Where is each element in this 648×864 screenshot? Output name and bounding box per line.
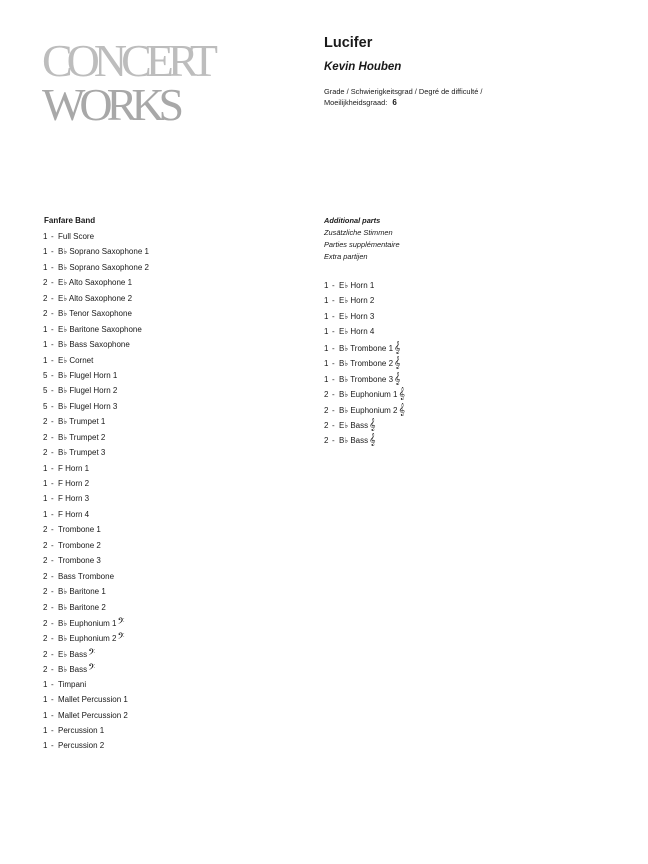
part-quantity: 1: [43, 695, 48, 705]
part-quantity: 1: [324, 343, 329, 353]
separator-dash: -: [51, 494, 54, 504]
part-name: B♭ Flugel Horn 2: [58, 386, 118, 396]
part-name: B♭ Soprano Saxophone 1: [58, 247, 149, 257]
separator-dash: -: [332, 327, 335, 337]
part-row: [43, 293, 149, 308]
part-quantity: 2: [43, 525, 48, 535]
separator-dash: -: [51, 556, 54, 566]
part-quantity: 5: [43, 401, 48, 411]
part-row: [324, 388, 405, 403]
separator-dash: -: [51, 695, 54, 705]
part-name: E♭ Cornet: [58, 355, 94, 365]
part-name: E♭ Bass: [58, 649, 88, 659]
separator-dash: -: [51, 448, 54, 458]
part-row: [43, 385, 149, 400]
part-row: [324, 342, 405, 357]
separator-dash: -: [51, 432, 54, 442]
grade-label: Grade / Schwierigkeitsgrad / Degré de difficulté / Moeilijkheidsgraad:: [324, 87, 483, 107]
part-name: B♭ Trombone 3: [339, 374, 394, 384]
part-name: B♭ Euphonium 1: [58, 618, 117, 628]
separator-dash: -: [332, 281, 335, 290]
separator-dash: -: [332, 296, 335, 306]
part-quantity: 1: [324, 311, 329, 321]
part-quantity: 1: [43, 262, 48, 272]
part-name: B♭ Tenor Saxophone: [58, 309, 132, 319]
part-row: [43, 432, 149, 447]
part-row: [43, 246, 149, 261]
additional-heading-de: Zusätzliche Stimmen: [324, 228, 393, 237]
part-row: [43, 617, 149, 632]
part-quantity: 2: [43, 309, 48, 319]
separator-dash: -: [51, 262, 54, 272]
part-row: [43, 710, 149, 725]
separator-dash: -: [51, 293, 54, 303]
part-quantity: 1: [43, 463, 48, 473]
separator-dash: -: [51, 324, 54, 334]
part-name: B♭ Trumpet 2: [58, 432, 106, 442]
treble-clef-icon: 𝄞: [398, 402, 405, 416]
part-row: [324, 280, 405, 295]
part-row: [43, 679, 149, 694]
separator-dash: -: [51, 370, 54, 380]
part-row: [324, 357, 405, 372]
part-name: Mallet Percussion 1: [58, 695, 128, 705]
part-row: [43, 277, 149, 292]
separator-dash: -: [51, 634, 54, 644]
part-row: [43, 632, 149, 647]
part-quantity: 1: [324, 281, 329, 290]
part-row: [43, 740, 149, 755]
part-name: E♭ Baritone Saxophone: [58, 324, 142, 334]
part-row: [43, 447, 149, 462]
part-row: [43, 509, 149, 524]
separator-dash: -: [51, 741, 54, 751]
separator-dash: -: [51, 278, 54, 288]
part-row: [43, 694, 149, 709]
part-name: B♭ Baritone 1: [58, 587, 106, 597]
part-row: [43, 602, 149, 617]
part-name: F Horn 2: [58, 479, 90, 488]
part-name: B♭ Euphonium 2: [339, 405, 398, 415]
part-row: [43, 725, 149, 740]
part-name: Bass Trombone: [58, 571, 115, 581]
separator-dash: -: [51, 247, 54, 257]
part-name: E♭ Horn 3: [339, 311, 375, 321]
part-quantity: 2: [43, 587, 48, 597]
part-name: E♭ Horn 4: [339, 327, 375, 337]
part-name: B♭ Bass: [339, 436, 369, 446]
separator-dash: -: [51, 665, 54, 675]
part-name: Percussion 2: [58, 741, 105, 751]
part-row: [324, 419, 405, 434]
part-quantity: 2: [324, 436, 329, 446]
separator-dash: -: [51, 355, 54, 365]
part-quantity: 1: [324, 374, 329, 384]
part-row: [43, 416, 149, 431]
part-name: B♭ Trumpet 3: [58, 448, 106, 458]
part-name: B♭ Euphonium 1: [339, 390, 398, 400]
separator-dash: -: [51, 571, 54, 581]
part-name: Trombone 3: [58, 556, 101, 566]
part-quantity: 2: [43, 556, 48, 566]
part-quantity: 2: [324, 405, 329, 415]
logo-graphic: [42, 34, 212, 130]
logo-line-1: CONCERT: [42, 35, 212, 86]
part-quantity: 2: [43, 602, 48, 612]
band-heading: Fanfare Band: [44, 216, 96, 225]
treble-clef-icon: 𝄞: [369, 433, 376, 447]
separator-dash: -: [332, 390, 335, 400]
part-name: E♭ Horn 1: [339, 281, 375, 290]
part-row: [43, 493, 149, 508]
part-row: [324, 373, 405, 388]
grade-info: [324, 86, 534, 108]
part-quantity: 5: [43, 386, 48, 396]
treble-clef-icon: 𝄞: [394, 371, 401, 385]
concert-works-logo: [42, 34, 212, 130]
part-quantity: 1: [324, 327, 329, 337]
part-name: E♭ Alto Saxophone 1: [58, 278, 133, 288]
part-quantity: 1: [43, 355, 48, 365]
part-row: [43, 339, 149, 354]
composer-name: Kevin Houben: [324, 61, 402, 73]
separator-dash: -: [332, 436, 335, 446]
additional-parts-heading: [324, 215, 400, 263]
part-name: B♭ Bass: [58, 665, 88, 675]
part-row: [43, 478, 149, 493]
separator-dash: -: [51, 232, 54, 241]
part-row: [43, 463, 149, 478]
part-name: F Horn 1: [58, 463, 90, 473]
part-row: [324, 404, 405, 419]
part-row: [324, 311, 405, 326]
part-quantity: 2: [43, 540, 48, 550]
part-name: B♭ Flugel Horn 1: [58, 370, 118, 380]
separator-dash: -: [51, 479, 54, 488]
part-quantity: 1: [43, 247, 48, 257]
piece-title: Lucifer: [324, 35, 373, 51]
grade-value: 6: [392, 98, 397, 107]
separator-dash: -: [51, 618, 54, 628]
part-row: [43, 663, 149, 678]
part-quantity: 1: [43, 232, 48, 241]
part-row: [43, 355, 149, 370]
separator-dash: -: [51, 587, 54, 597]
part-quantity: 2: [43, 649, 48, 659]
part-quantity: 1: [43, 340, 48, 350]
separator-dash: -: [332, 343, 335, 353]
separator-dash: -: [51, 710, 54, 720]
separator-dash: -: [51, 401, 54, 411]
separator-dash: -: [332, 311, 335, 321]
part-name: E♭ Alto Saxophone 2: [58, 293, 133, 303]
treble-clef-icon: 𝄞: [369, 417, 376, 431]
bass-clef-icon: 𝄢: [88, 662, 96, 676]
part-name: Trombone 1: [58, 525, 101, 535]
part-row: [43, 586, 149, 601]
part-row: [43, 524, 149, 539]
part-quantity: 2: [43, 448, 48, 458]
part-name: B♭ Trombone 1: [339, 343, 394, 353]
part-quantity: 5: [43, 370, 48, 380]
part-name: Full Score: [58, 232, 95, 241]
logo-line-2: WORKS: [42, 79, 179, 130]
part-name: B♭ Euphonium 2: [58, 634, 117, 644]
part-quantity: 1: [43, 710, 48, 720]
part-quantity: 2: [43, 293, 48, 303]
separator-dash: -: [332, 420, 335, 430]
part-row: [43, 370, 149, 385]
part-name: B♭ Baritone 2: [58, 602, 106, 612]
part-row: [43, 571, 149, 586]
treble-clef-icon: 𝄞: [398, 387, 405, 401]
part-quantity: 1: [43, 479, 48, 488]
part-name: E♭ Bass: [339, 420, 369, 430]
separator-dash: -: [51, 726, 54, 735]
part-quantity: 2: [43, 278, 48, 288]
part-name: B♭ Bass Saxophone: [58, 340, 130, 350]
additional-heading-nl: Extra partijen: [324, 252, 368, 261]
part-row: [43, 401, 149, 416]
part-quantity: 2: [43, 432, 48, 442]
separator-dash: -: [51, 525, 54, 535]
separator-dash: -: [51, 309, 54, 319]
separator-dash: -: [51, 679, 54, 689]
part-name: B♭ Trumpet 1: [58, 417, 106, 427]
separator-dash: -: [332, 405, 335, 415]
separator-dash: -: [332, 359, 335, 369]
part-quantity: 1: [43, 679, 48, 689]
part-name: B♭ Soprano Saxophone 2: [58, 262, 149, 272]
additional-heading-en: Additional parts: [324, 216, 381, 225]
part-name: Percussion 1: [58, 726, 105, 735]
part-name: B♭ Flugel Horn 3: [58, 401, 118, 411]
part-row: [324, 326, 405, 341]
part-row: [43, 324, 149, 339]
part-row: [324, 434, 405, 449]
part-row: [43, 540, 149, 555]
part-row: [43, 555, 149, 570]
part-quantity: 1: [324, 359, 329, 369]
separator-dash: -: [51, 340, 54, 350]
treble-clef-icon: 𝄞: [394, 356, 401, 370]
part-name: Mallet Percussion 2: [58, 710, 128, 720]
part-quantity: 1: [43, 324, 48, 334]
part-quantity: 2: [43, 571, 48, 581]
part-row: [43, 231, 149, 246]
part-quantity: 1: [43, 509, 48, 519]
part-name: E♭ Horn 2: [339, 296, 375, 306]
separator-dash: -: [51, 463, 54, 473]
part-row: [43, 262, 149, 277]
separator-dash: -: [332, 374, 335, 384]
part-row: [43, 308, 149, 323]
part-row: [324, 295, 405, 310]
part-quantity: 2: [324, 390, 329, 400]
part-name: Timpani: [58, 679, 87, 689]
part-name: F Horn 3: [58, 494, 90, 504]
bass-clef-icon: 𝄢: [117, 631, 125, 645]
separator-dash: -: [51, 540, 54, 550]
part-quantity: 2: [43, 417, 48, 427]
treble-clef-icon: 𝄞: [394, 340, 401, 354]
part-name: B♭ Trombone 2: [339, 359, 394, 369]
part-name: F Horn 4: [58, 509, 90, 519]
bass-clef-icon: 𝄢: [88, 646, 96, 660]
separator-dash: -: [51, 649, 54, 659]
band-parts-list: [43, 231, 149, 756]
part-quantity: 1: [43, 494, 48, 504]
additional-heading-fr: Parties supplémentaire: [324, 240, 400, 249]
additional-parts-list: [324, 280, 405, 450]
part-row: [43, 648, 149, 663]
separator-dash: -: [51, 509, 54, 519]
bass-clef-icon: 𝄢: [117, 615, 125, 629]
part-quantity: 2: [43, 634, 48, 644]
part-quantity: 1: [43, 741, 48, 751]
part-name: Trombone 2: [58, 540, 101, 550]
part-quantity: 1: [43, 726, 48, 735]
part-quantity: 2: [43, 665, 48, 675]
part-quantity: 1: [324, 296, 329, 306]
separator-dash: -: [51, 417, 54, 427]
separator-dash: -: [51, 386, 54, 396]
part-quantity: 2: [324, 420, 329, 430]
separator-dash: -: [51, 602, 54, 612]
part-quantity: 2: [43, 618, 48, 628]
